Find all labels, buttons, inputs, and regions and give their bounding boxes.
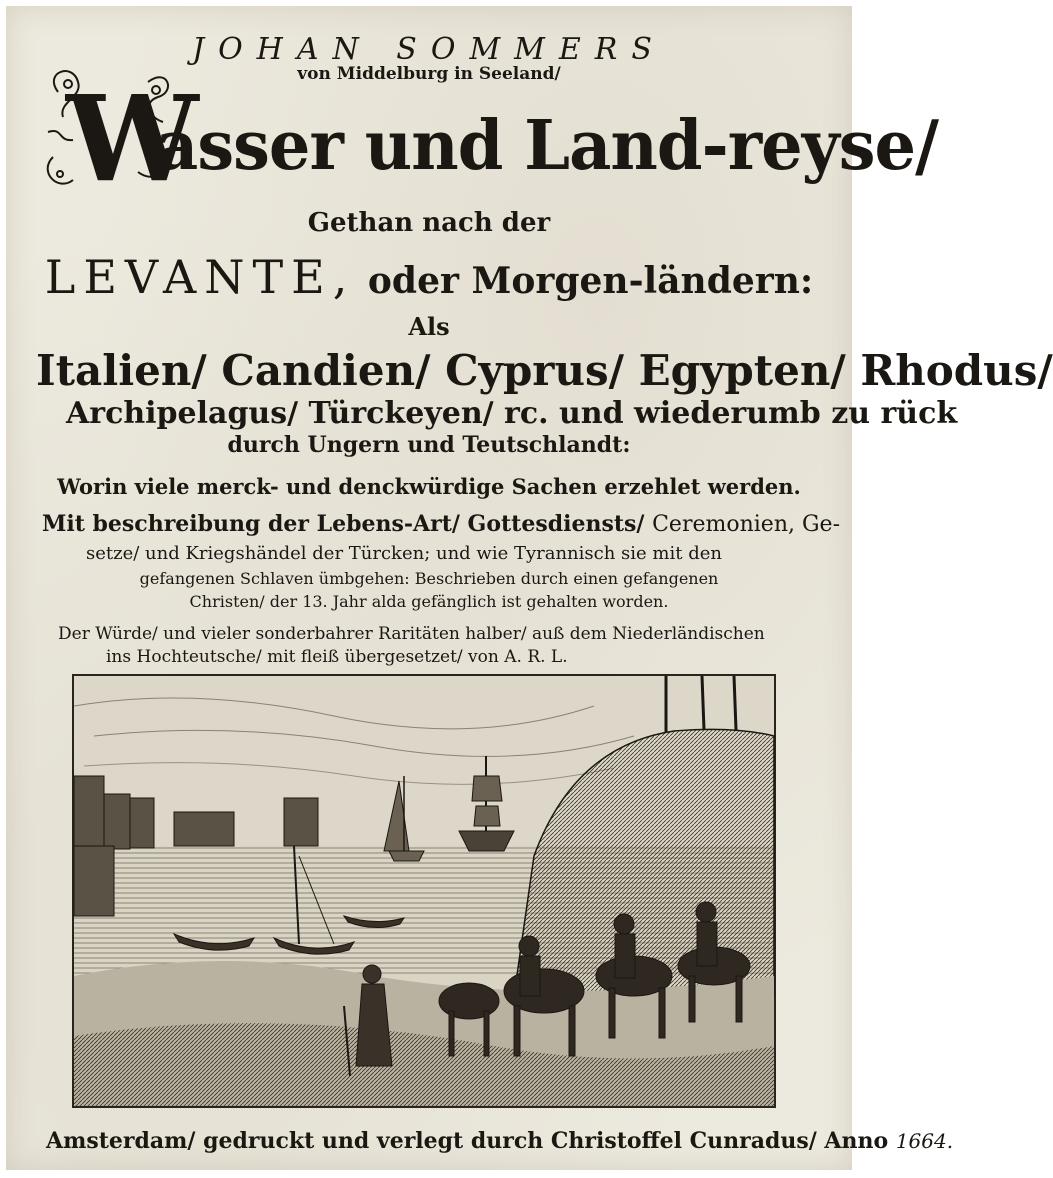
- author-name: JOHAN SOMMERS: [192, 32, 666, 67]
- description-line-3: gefangenen Schlaven ümbgehen: Beschrieben durch einen gefangenen: [139, 569, 719, 588]
- harbor-engraving: [72, 674, 776, 1108]
- worin-line: Worin viele merck- und denckwürdige Sachen erzehlet werden.: [57, 474, 801, 499]
- levante-caps: LEVANTE,: [44, 250, 356, 304]
- description-line-1-bold: Mit beschreibung der Lebens-Art/ Gottesdiensts/: [42, 511, 653, 537]
- main-title: asser und Land-reyse/: [156, 106, 938, 186]
- imprint-line: [46, 1128, 954, 1154]
- author-origin: von Middelburg in Seeland/: [297, 64, 561, 84]
- title-page: [6, 6, 1053, 1170]
- countries-line-2: Archipelagus/ Türckeyen/ rc. und wiederumb zu rück: [66, 396, 958, 431]
- description-line-1-plain: Ceremonien, Ge-: [652, 512, 840, 537]
- title-subtitle: Gethan nach der: [307, 208, 551, 238]
- translation-line-1: Der Würde/ und vieler sonderbahrer Raritäten halber/ auß dem Niederländischen: [58, 624, 765, 644]
- description-line-2: setze/ und Kriegshändel der Türcken; und wie Tyrannisch sie mit den: [86, 543, 722, 564]
- imprint-main: Amsterdam/ gedruckt und verlegt durch Christoffel Cunradus/ Anno: [46, 1128, 896, 1154]
- initial-letter: W: [66, 69, 199, 208]
- levante-line: [6, 250, 852, 304]
- levante-rest: oder Morgen-ländern:: [355, 260, 814, 302]
- description-line-4: Christen/ der 13. Jahr alda gefänglich ist gehalten worden.: [189, 592, 669, 611]
- als-word: Als: [408, 312, 450, 341]
- countries-line-1: Italien/ Candien/ Cyprus/ Egypten/ Rhodus/: [36, 346, 1053, 395]
- countries-line-3: durch Ungern und Teutschlandt:: [227, 432, 631, 458]
- imprint-year: 1664.: [895, 1129, 954, 1153]
- description-line-1: [42, 511, 840, 537]
- translation-line-2: ins Hochteutsche/ mit fleiß übergesetzet/ von A. R. L.: [106, 647, 568, 667]
